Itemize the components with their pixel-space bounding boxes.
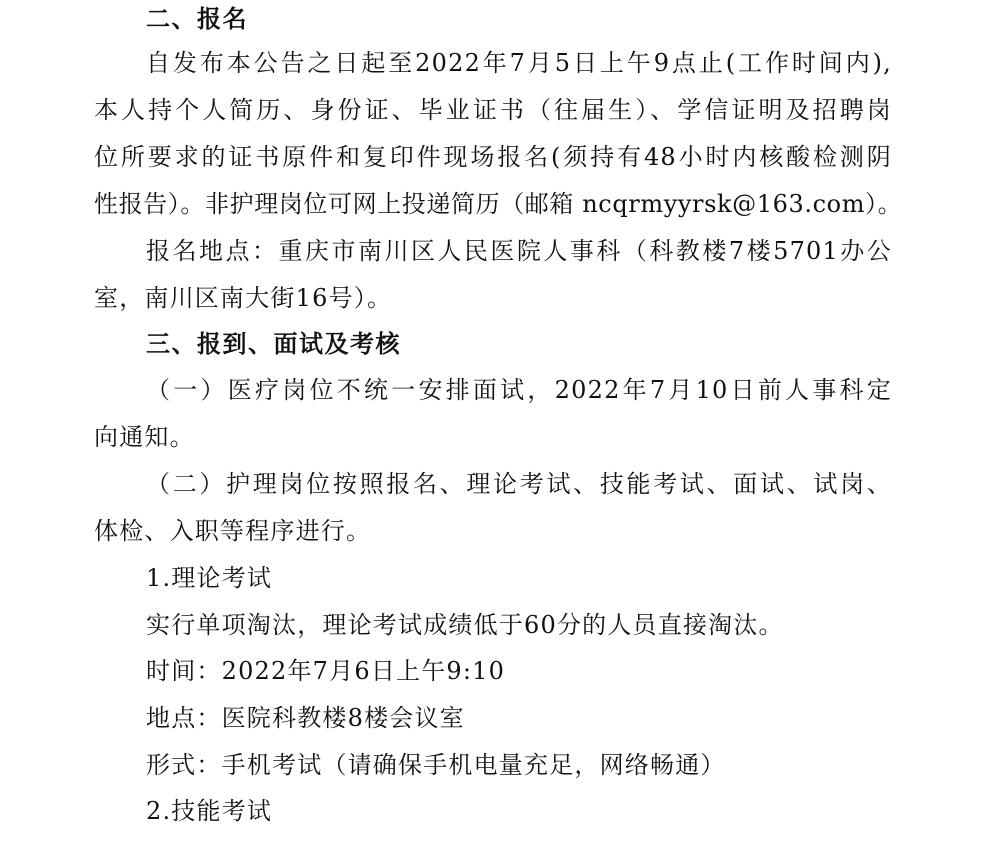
theory-exam-form: 形式：手机考试（请确保手机电量充足，网络畅通） [146,751,726,779]
registration-location-line-2: 室，南川区南大街16号）。 [94,284,393,312]
skill-exam-title: 2.技能考试 [146,797,273,825]
theory-exam-time: 时间：2022年7月6日上午9:10 [146,657,506,685]
section-heading-registration: 二、报名 [146,5,248,33]
registration-period-line-1: 自发布本公告之日起至2022年7月5日上午9点止(工作时间内), [146,49,892,77]
theory-exam-title: 1.理论考试 [146,564,273,592]
nursing-post-line-1: （二）护理岗位按照报名、理论考试、技能考试、面试、试岗、 [146,470,892,498]
section-heading-interview: 三、报到、面试及考核 [146,330,401,358]
registration-period-line-3: 位所要求的证书原件和复印件现场报名(须持有48小时内核酸检测阴 [94,143,892,171]
nursing-post-line-2: 体检、入职等程序进行。 [94,517,372,545]
registration-period-line-4: 性报告）。非护理岗位可网上投递简历（邮箱 ncqrmyyrsk@163.com）。 [94,190,903,218]
medical-post-line-1: （一）医疗岗位不统一安排面试，2022年7月10日前人事科定 [146,376,892,404]
theory-exam-place: 地点：医院科教楼8楼会议室 [146,704,465,732]
medical-post-line-2: 向通知。 [94,423,195,451]
theory-exam-rule: 实行单项淘汰，理论考试成绩低于60分的人员直接淘汰。 [146,611,784,639]
registration-location-line-1: 报名地点：重庆市南川区人民医院人事科（科教楼7楼5701办公 [146,237,892,265]
registration-period-line-2: 本人持个人简历、身份证、毕业证书（往届生）、学信证明及招聘岗 [94,96,892,124]
